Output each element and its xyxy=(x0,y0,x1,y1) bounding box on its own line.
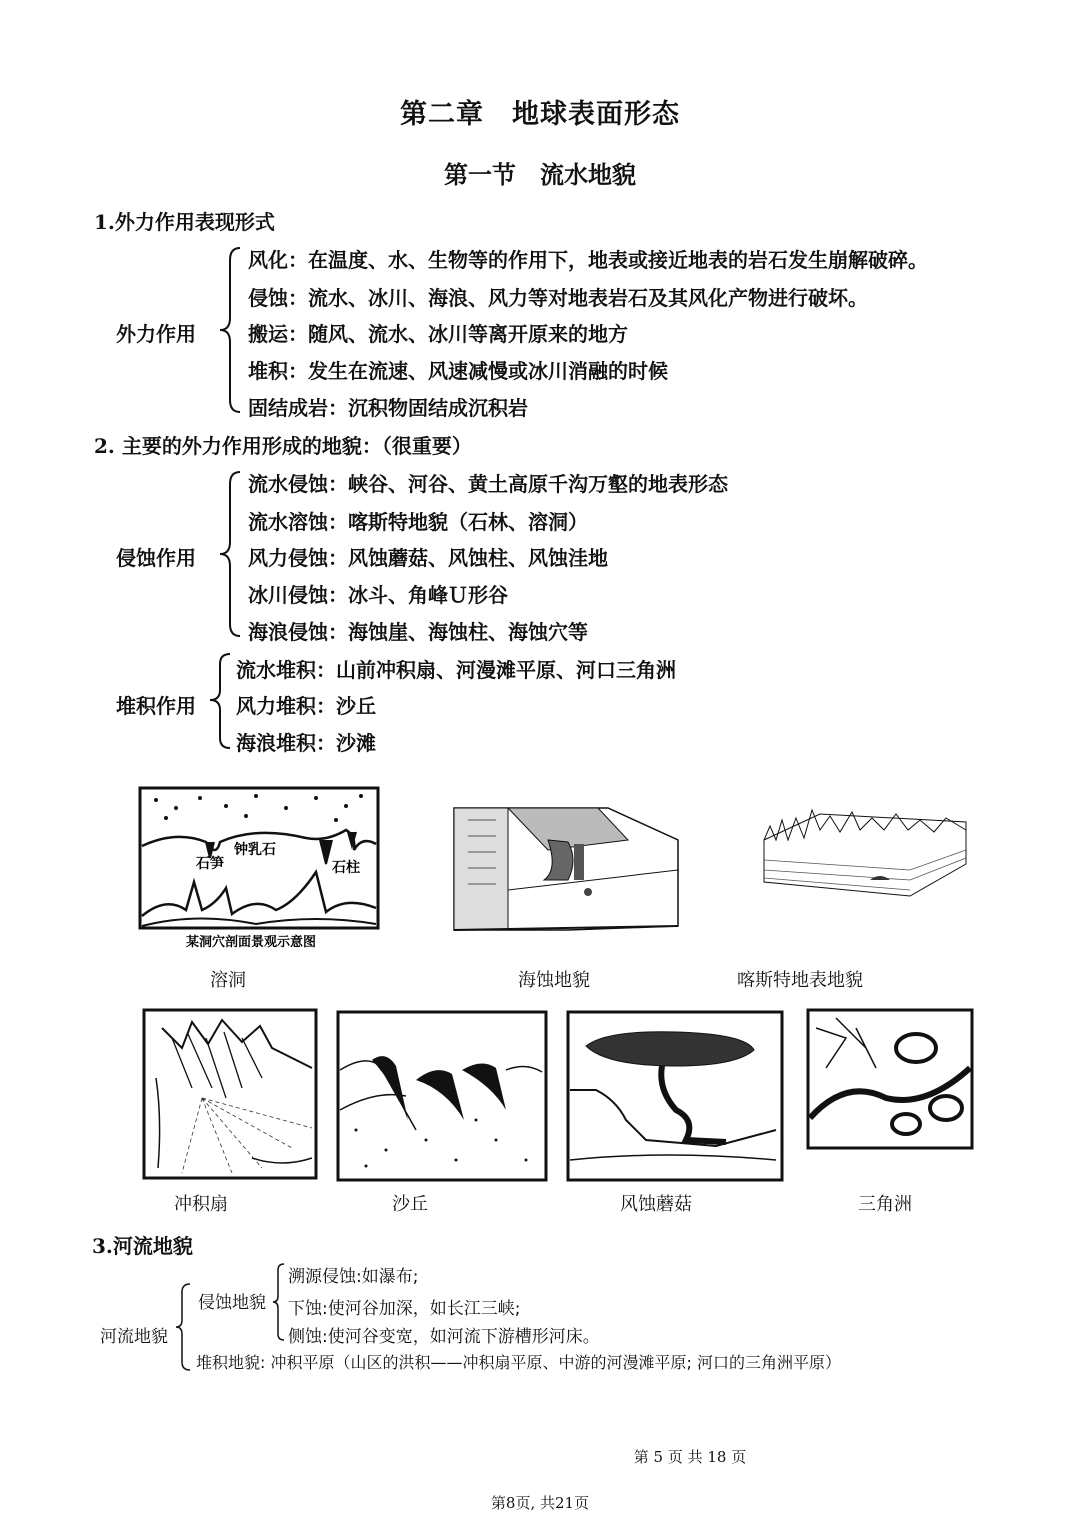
page-number-outer: 第8页, 共21页 xyxy=(490,1494,590,1512)
river-erosion-brace xyxy=(270,1262,288,1342)
erosion-brace xyxy=(214,470,244,640)
part1-group-label: 外力作用 xyxy=(116,322,196,346)
mushroom-rock-figure xyxy=(566,1010,784,1182)
page-number-inner: 第 5 页 共 18 页 xyxy=(633,1448,747,1466)
erosion-item: 流水溶蚀：喀斯特地貌（石林、溶洞） xyxy=(248,510,588,534)
caption-cave: 溶洞 xyxy=(210,970,246,991)
river-erosion-item: 侧蚀:使河谷变宽，如河流下游槽形河床。 xyxy=(288,1327,600,1347)
karst-figure xyxy=(760,800,970,900)
river-erosion-item: 溯源侵蚀:如瀑布; xyxy=(288,1267,419,1287)
river-erosion-label: 侵蚀地貌 xyxy=(198,1293,266,1313)
section-title: 第一节 流水地貌 xyxy=(444,160,636,189)
part3-heading: 3.河流地貌 xyxy=(92,1234,193,1258)
part1-item: 堆积：发生在流速、风速减慢或冰川消融的时候 xyxy=(248,359,668,383)
sea-erosion-figure xyxy=(448,800,684,940)
part1-heading: 1.外力作用表现形式 xyxy=(94,210,275,234)
river-landform-root: 河流地貌 xyxy=(100,1327,168,1347)
river-deposit-line: 堆积地貌: 冲积平原（山区的洪积——冲积扇平原、中游的河漫滩平原; 河口的三角洲平原） xyxy=(196,1353,841,1372)
part1-brace xyxy=(214,246,244,416)
erosion-item: 冰川侵蚀：冰斗、角峰Ｕ形谷 xyxy=(248,583,508,607)
erosion-item: 风力侵蚀：风蚀蘑菇、风蚀柱、风蚀洼地 xyxy=(248,546,608,570)
river-root-brace xyxy=(172,1282,194,1372)
caption-sand-dune: 沙丘 xyxy=(392,1194,428,1215)
part1-item: 固结成岩：沉积物固结成沉积岩 xyxy=(248,396,528,420)
erosion-item: 流水侵蚀：峡谷、河谷、黄土高原千沟万壑的地表形态 xyxy=(248,472,728,496)
caption-delta: 三角洲 xyxy=(858,1194,912,1215)
cave-label-stalagmite: 石笋 xyxy=(196,856,224,872)
caption-mushroom-rock: 风蚀蘑菇 xyxy=(620,1194,692,1215)
deposit-label: 堆积作用 xyxy=(116,694,196,718)
cave-figure xyxy=(136,786,382,952)
sand-dune-figure xyxy=(336,1010,550,1182)
part1-item: 风化：在温度、水、生物等的作用下，地表或接近地表的岩石发生崩解破碎。 xyxy=(248,248,928,272)
delta-figure xyxy=(806,1008,974,1150)
alluvial-fan-figure xyxy=(142,1008,320,1184)
river-erosion-item: 下蚀:使河谷加深，如长江三峡; xyxy=(288,1299,521,1319)
deposit-item: 风力堆积：沙丘 xyxy=(236,694,376,718)
chapter-title: 第二章 地球表面形态 xyxy=(400,99,680,130)
erosion-item: 海浪侵蚀：海蚀崖、海蚀柱、海蚀穴等 xyxy=(248,620,588,644)
cave-label-stalactite: 钟乳石 xyxy=(234,842,276,858)
part2-heading: 2. 主要的外力作用形成的地貌：（很重要） xyxy=(94,434,472,458)
erosion-label: 侵蚀作用 xyxy=(116,546,196,570)
part1-item: 搬运：随风、流水、冰川等离开原来的地方 xyxy=(248,322,628,346)
caption-karst: 喀斯特地表地貌 xyxy=(737,970,863,991)
deposit-brace xyxy=(204,652,234,752)
part1-item: 侵蚀：流水、冰川、海浪、风力等对地表岩石及其风化产物进行破坏。 xyxy=(248,286,868,310)
caption-alluvial-fan: 冲积扇 xyxy=(174,1194,228,1215)
deposit-item: 流水堆积：山前冲积扇、河漫滩平原、河口三角洲 xyxy=(236,658,676,682)
cave-label-pillar: 石柱 xyxy=(332,860,360,876)
deposit-item: 海浪堆积：沙滩 xyxy=(236,731,376,755)
cave-subtitle: 某洞穴剖面景观示意图 xyxy=(186,935,317,950)
caption-sea-erosion: 海蚀地貌 xyxy=(518,970,590,991)
